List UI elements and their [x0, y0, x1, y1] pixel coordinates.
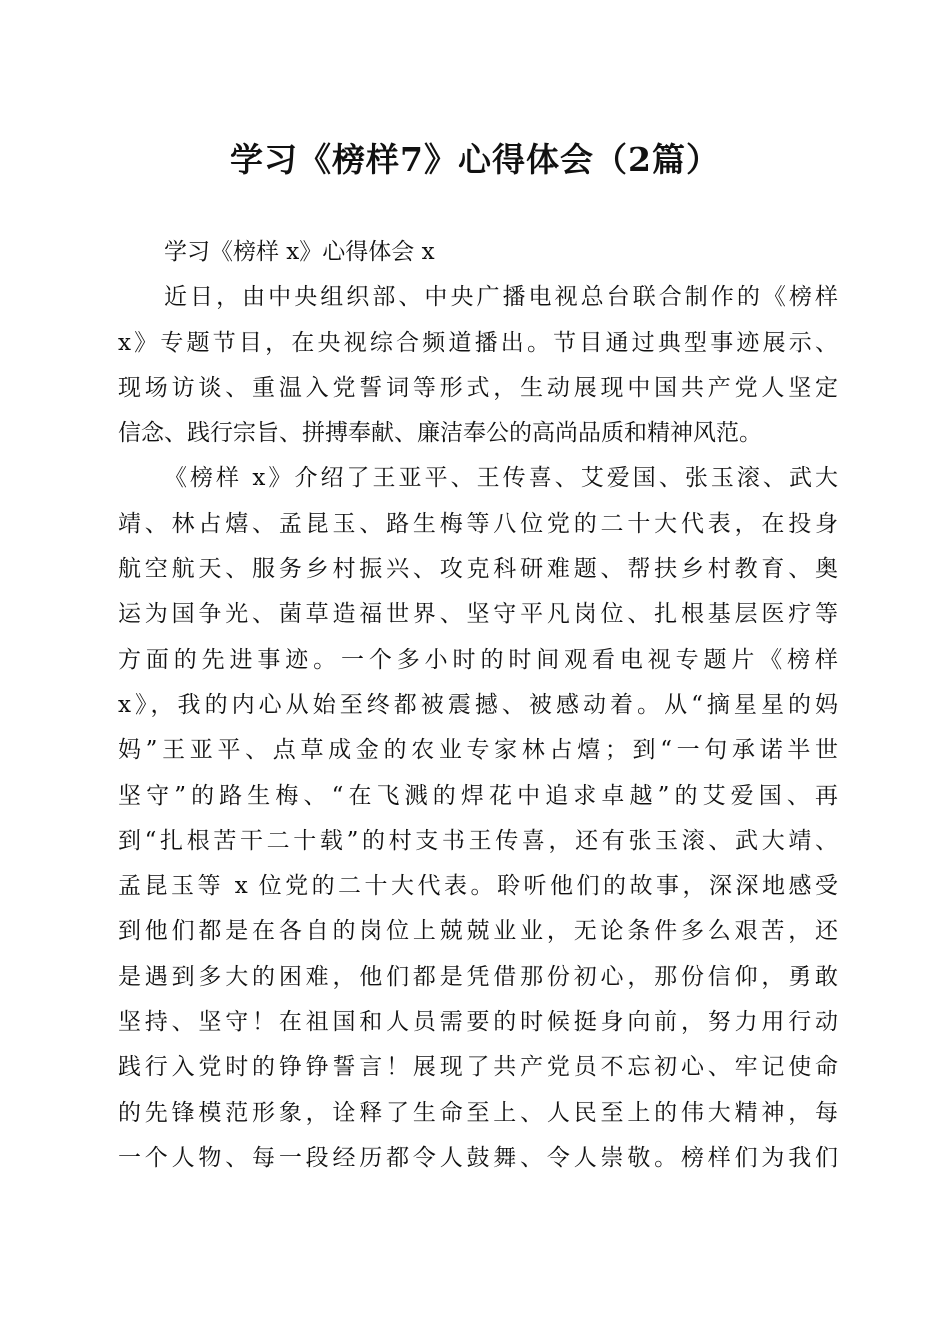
document-body	[118, 230, 838, 1181]
text-line: x》，我的内心从始至终都被震撼、被感动着。从“摘星星的妈	[118, 691, 838, 718]
text-line: 妈”王亚平、点草成金的农业专家林占熺；到“一句承诺半世	[118, 737, 838, 764]
text-line: x》专题节目，在央视综合频道播出。节目通过典型事迹展示、	[118, 329, 838, 356]
text-line: 运为国争光、菌草造福世界、坚守平凡岗位、扎根基层医疗等	[118, 601, 838, 628]
text-line: 的先锋模范形象，诠释了生命至上、人民至上的伟大精神，每	[118, 1099, 838, 1126]
text-line: 现场访谈、重温入党誓词等形式，生动展现中国共产党人坚定	[118, 374, 838, 401]
text-line: 是遇到多大的困难，他们都是凭借那份初心，那份信仰，勇敢	[118, 963, 838, 990]
text-line: 《榜样 x》介绍了王亚平、王传喜、艾爱国、张玉滚、武大	[164, 465, 838, 492]
text-line: 到他们都是在各自的岗位上兢兢业业，无论条件多么艰苦，还	[118, 918, 838, 945]
text-line: 孟昆玉等 x 位党的二十大代表。聆听他们的故事，深深地感受	[118, 873, 838, 900]
text-line: 坚守”的路生梅、“在飞溅的焊花中追求卓越”的艾爱国、再	[118, 782, 838, 809]
text-line: 一个人物、每一段经历都令人鼓舞、令人崇敬。榜样们为我们	[118, 1144, 838, 1171]
text-line: 靖、林占熺、孟昆玉、路生梅等八位党的二十大代表，在投身	[118, 510, 838, 537]
text-line: 学习《榜样 x》心得体会 x	[164, 239, 435, 265]
text-line: 践行入党时的铮铮誓言！展现了共产党员不忘初心、牢记使命	[118, 1054, 838, 1081]
text-line: 近日，由中央组织部、中央广播电视总台联合制作的《榜样	[164, 284, 838, 311]
text-line: 到“扎根苦干二十载”的村支书王传喜，还有张玉滚、武大靖、	[118, 827, 838, 854]
text-line: 方面的先进事迹。一个多小时的时间观看电视专题片《榜样	[118, 646, 838, 673]
document-title: 学习《榜样7》心得体会（2篇）	[230, 140, 720, 179]
text-line: 坚持、坚守！在祖国和人员需要的时候挺身向前，努力用行动	[118, 1009, 838, 1036]
text-line: 航空航天、服务乡村振兴、攻克科研难题、帮扶乡村教育、奥	[118, 556, 838, 583]
text-line: 信念、践行宗旨、拼搏奉献、廉洁奉公的高尚品质和精神风范。	[118, 420, 762, 447]
